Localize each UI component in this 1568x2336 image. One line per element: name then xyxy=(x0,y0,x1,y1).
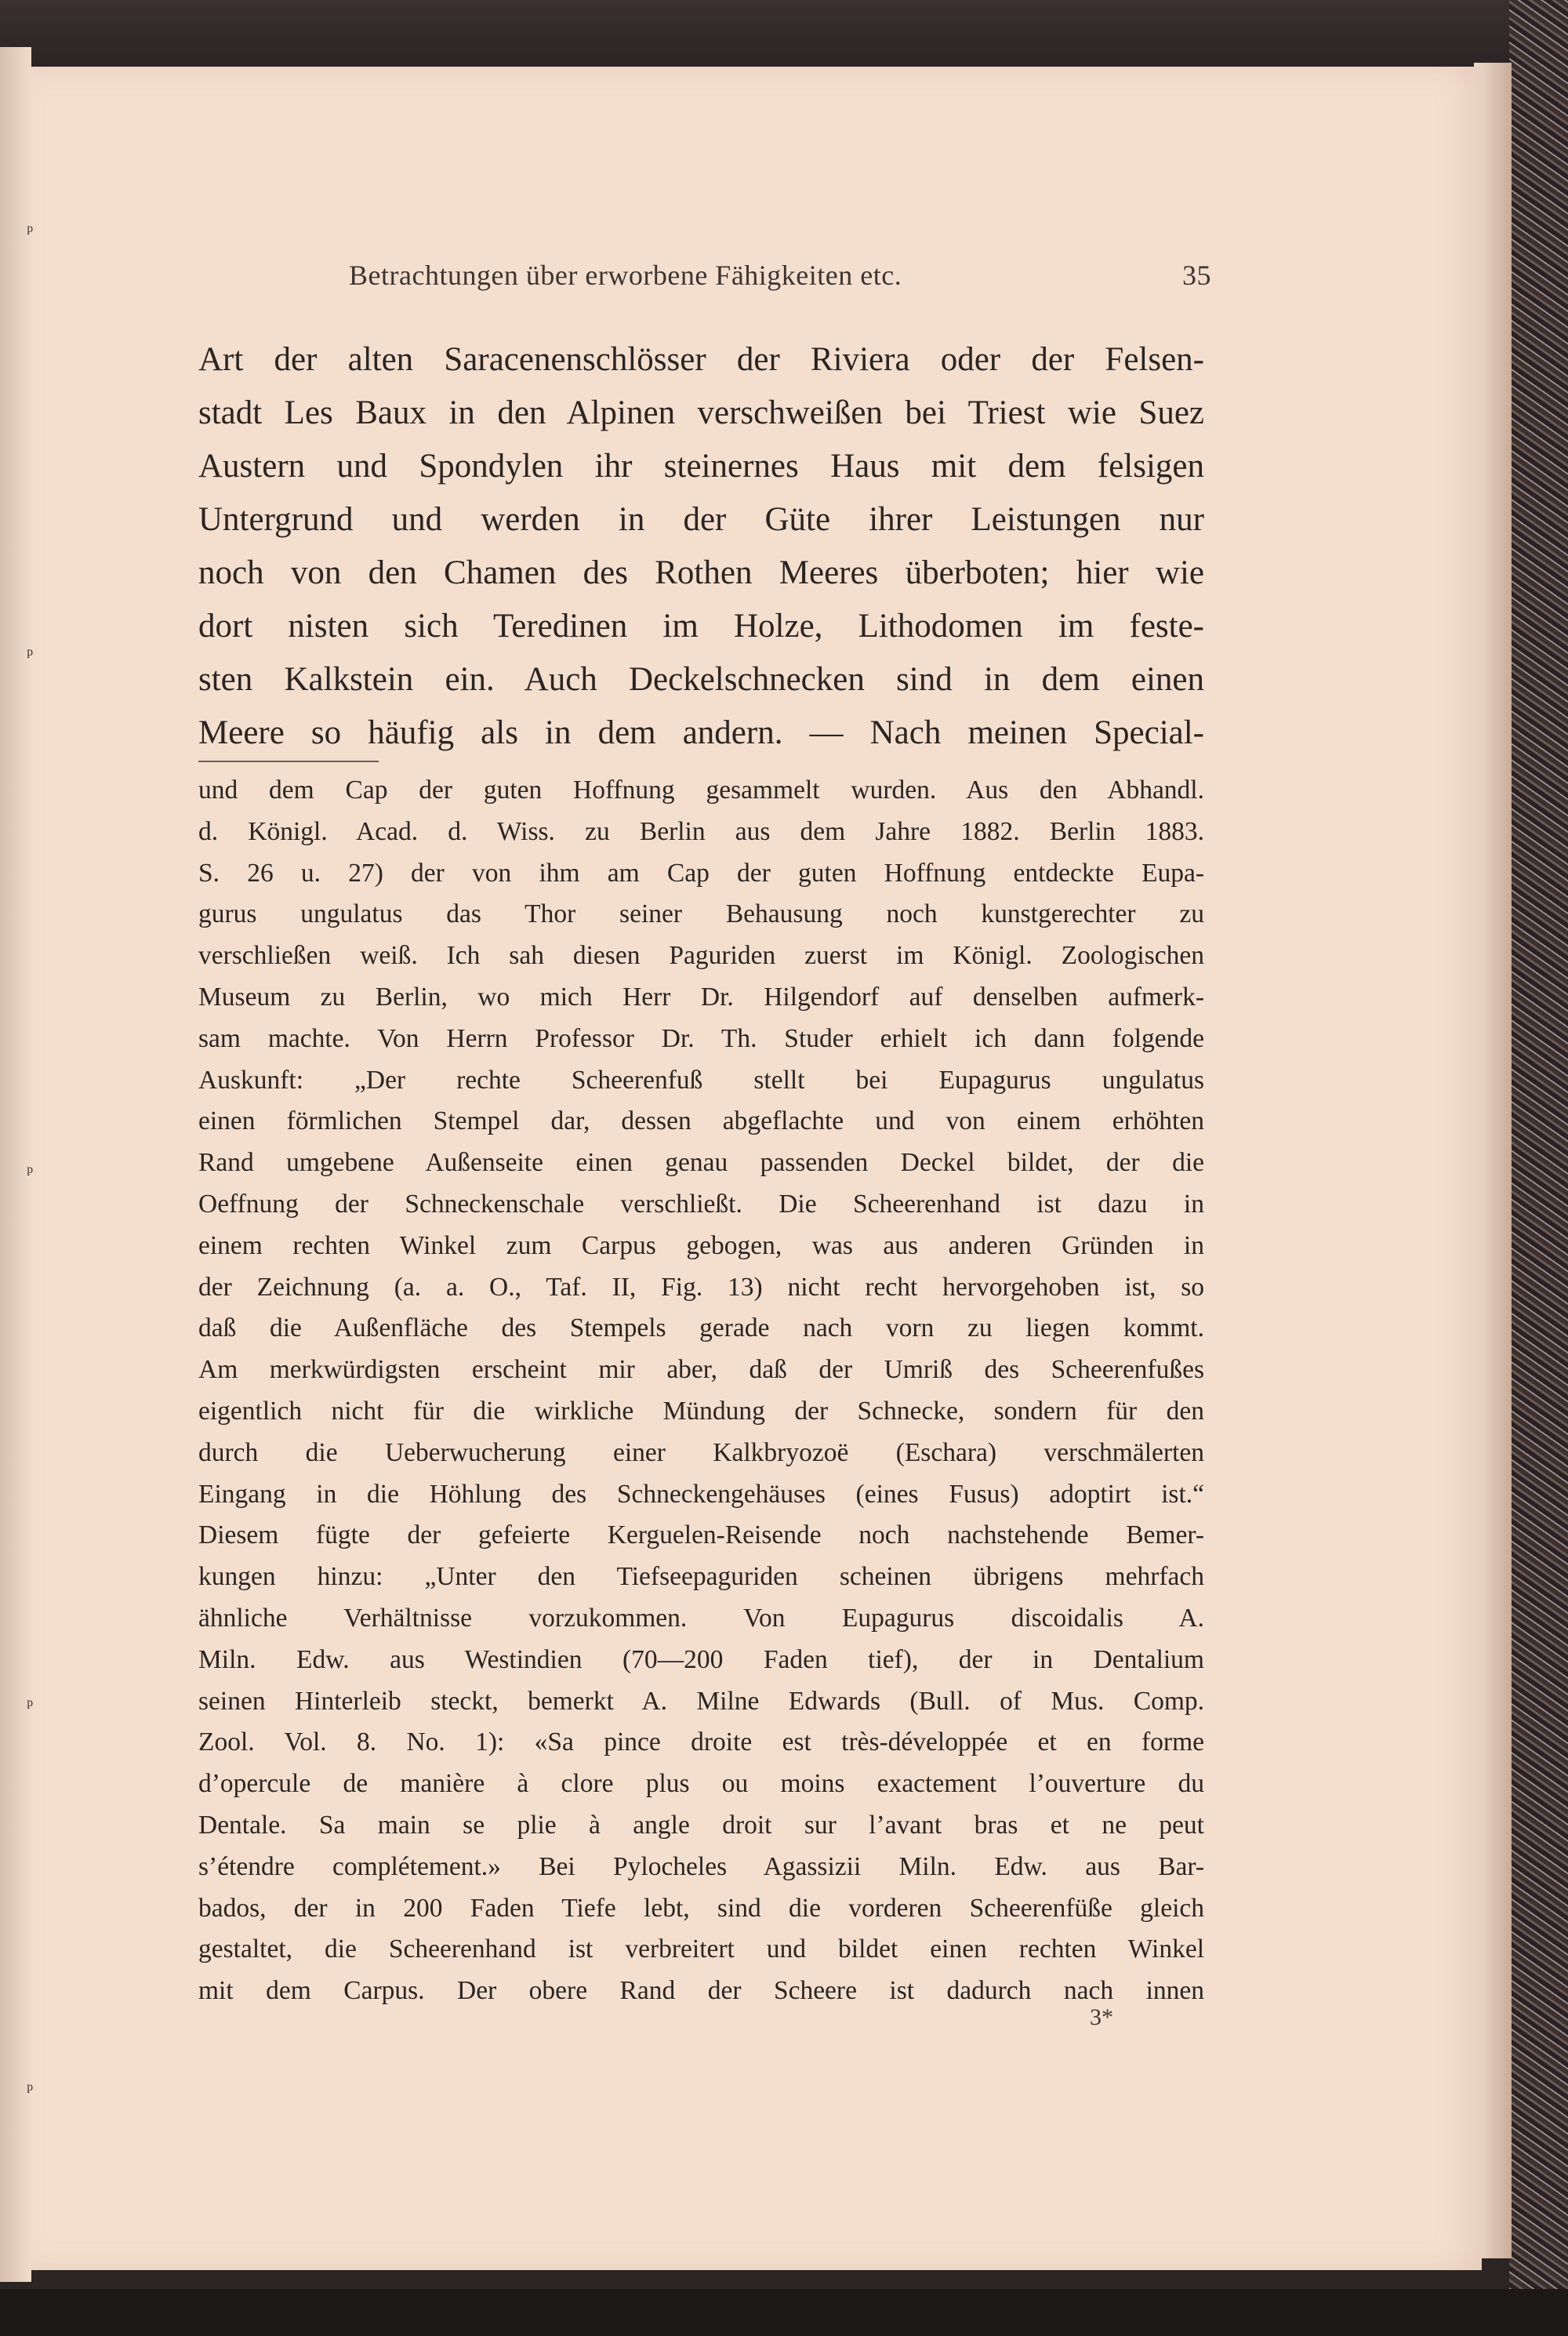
footnote-line: Diesem fügte der gefeierte Kerguelen-Reisende noch nachstehende Bemer- xyxy=(198,1520,1204,1550)
footnote-line: Miln. Edw. aus Westindien (70—200 Faden tief), der in Dentalium xyxy=(198,1644,1204,1674)
binding-thread-mark: ᵖ xyxy=(27,1694,34,1717)
footnote-line: und dem Cap der guten Hoffnung gesammelt wurden. Aus den Abhandl. xyxy=(198,776,1204,805)
footnote-line: einen förmlichen Stempel dar, dessen abgeflachte und von einem erhöhten xyxy=(198,1106,1204,1136)
footnote-line: verschließen weiß. Ich sah diesen Paguriden zuerst im Königl. Zoologischen xyxy=(198,941,1204,971)
footnote-line: d. Königl. Acad. d. Wiss. zu Berlin aus dem Jahre 1882. Berlin 1883. xyxy=(198,816,1204,846)
footnote-line: Auskunft: „Der rechte Scheerenfuß stellt bei Eupagurus ungulatus xyxy=(198,1065,1204,1095)
footnote-line: Am merkwürdigsten erscheint mir aber, daß der Umriß des Scheerenfußes xyxy=(198,1355,1204,1385)
footnote-line: gestaltet, die Scheerenhand ist verbreitert und bildet einen rechten Winkel xyxy=(198,1935,1204,1964)
footnote-line: Museum zu Berlin, wo mich Herr Dr. Hilgendorf auf denselben aufmerk- xyxy=(198,982,1204,1012)
footnote-line: s’étendre complétement.» Bei Pylocheles Agassizii Miln. Edw. aus Bar- xyxy=(198,1851,1204,1881)
footnote-line: S. 26 u. 27) der von ihm am Cap der guten Hoffnung entdeckte Eupa- xyxy=(198,858,1204,888)
footnote-line: Oeffnung der Schneckenschale verschließt. Die Scheerenhand ist dazu in xyxy=(198,1189,1204,1219)
text-line: Austern und Spondylen ihr steinernes Haus mit dem felsigen xyxy=(198,448,1204,485)
book-cover-marbled-edge xyxy=(1509,0,1568,2336)
signature-mark: 3* xyxy=(1090,2004,1113,2030)
book-cover-top xyxy=(0,0,1568,71)
footnote-line: d’opercule de manière à clore plus ou moins exactement l’ouverture du xyxy=(198,1769,1204,1799)
binding-thread-mark: ᵖ xyxy=(27,220,34,242)
running-title: Betrachtungen über erworbene Fähigkeiten etc. xyxy=(349,260,902,291)
footnote-line: eigentlich nicht für die wirkliche Mündung der Schnecke, sondern für den xyxy=(198,1396,1204,1426)
footnote-line: seinen Hinterleib steckt, bemerkt A. Milne Edwards (Bull. of Mus. Comp. xyxy=(198,1686,1204,1716)
text-line: sten Kalkstein ein. Auch Deckelschnecken sind in dem einen xyxy=(198,661,1204,698)
footnote-line: kungen hinzu: „Unter den Tiefseepaguriden scheinen übrigens mehrfach xyxy=(198,1562,1204,1592)
book-cover-bottom xyxy=(0,2289,1568,2336)
footnote-line: bados, der in 200 Faden Tiefe lebt, sind die vorderen Scheerenfüße gleich xyxy=(198,1893,1204,1923)
footnote-line: einem rechten Winkel zum Carpus gebogen, was aus anderen Gründen in xyxy=(198,1230,1204,1260)
page-number: 35 xyxy=(1182,260,1211,291)
footnote-rule xyxy=(198,761,379,762)
footnote-line: Zool. Vol. 8. No. 1): «Sa pince droite est très-développée et en forme xyxy=(198,1727,1204,1757)
footnote-line: mit dem Carpus. Der obere Rand der Scheere ist dadurch nach innen xyxy=(198,1976,1204,2006)
footnote-line: gurus ungulatus das Thor seiner Behausung noch kunstgerechter zu xyxy=(198,899,1204,929)
footnote-line: Eingang in die Höhlung des Schneckengehäuses (eines Fusus) adoptirt ist.“ xyxy=(198,1479,1204,1509)
binding-thread-mark: ᵖ xyxy=(27,2078,34,2101)
footnote-line: der Zeichnung (a. a. O., Taf. II, Fig. 13) nicht recht hervorgehoben ist, so xyxy=(198,1272,1204,1302)
text-line: Art der alten Saracenenschlösser der Riviera oder der Felsen- xyxy=(198,341,1204,378)
text-line: dort nisten sich Teredinen im Holze, Lithodomen im feste- xyxy=(198,608,1204,645)
footnote-line: durch die Ueberwucherung einer Kalkbryozoë (Eschara) verschmälerten xyxy=(198,1437,1204,1467)
footnote xyxy=(198,770,1204,2012)
footnote-line: ähnliche Verhältnisse vorzukommen. Von Eupagurus discoidalis A. xyxy=(198,1603,1204,1633)
text-line: Untergrund und werden in der Güte ihrer Leistungen nur xyxy=(198,501,1204,538)
text-line: Meere so häufig als in dem andern. — Nach meinen Special- xyxy=(198,714,1204,751)
binding-thread-mark: ᵖ xyxy=(27,643,34,666)
footnote-line: sam machte. Von Herrn Professor Dr. Th. Studer erhielt ich dann folgende xyxy=(198,1023,1204,1053)
main-text xyxy=(198,333,1204,760)
text-line: stadt Les Baux in den Alpinen verschweißen bei Triest wie Suez xyxy=(198,394,1204,431)
text-line: noch von den Chamen des Rothen Meeres überboten; hier wie xyxy=(198,554,1204,591)
footnote-line: daß die Außenfläche des Stempels gerade nach vorn zu liegen kommt. xyxy=(198,1313,1204,1343)
binding-thread-mark: ᵖ xyxy=(27,1161,34,1183)
footnote-line: Dentale. Sa main se plie à angle droit sur l’avant bras et ne peut xyxy=(198,1810,1204,1840)
footnote-line: Rand umgebene Außenseite einen genau passenden Deckel bildet, der die xyxy=(198,1148,1204,1178)
